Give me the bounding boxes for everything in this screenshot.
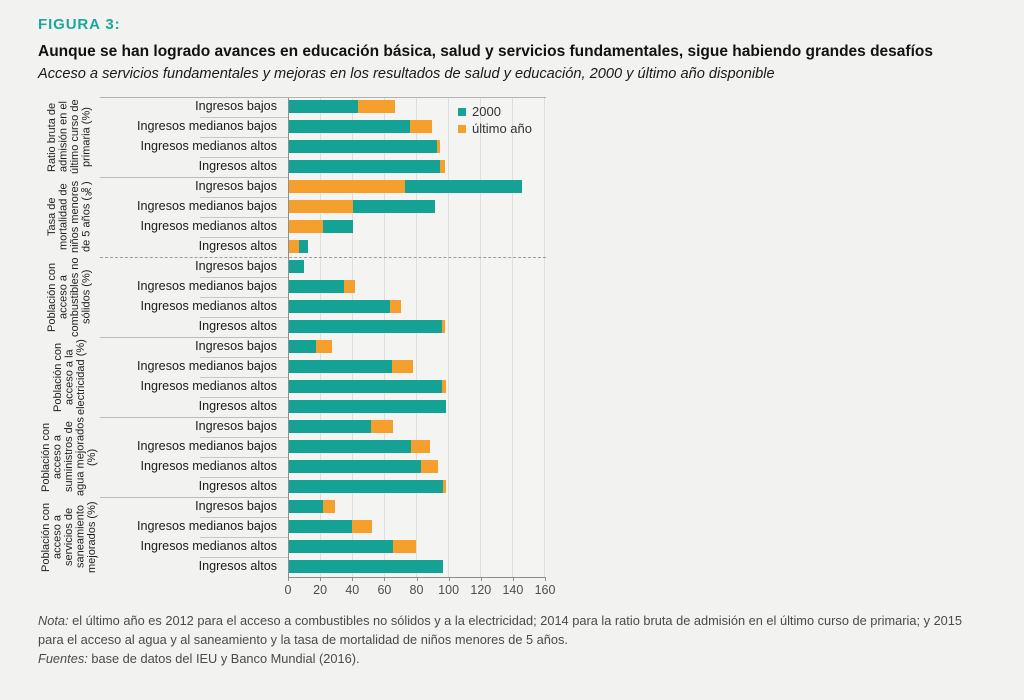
bar-segment-2000 [323, 220, 354, 233]
legend-item-2000 [458, 105, 532, 118]
bar-segment-2000 [289, 140, 437, 153]
bar-segment-2000 [289, 320, 442, 333]
group-label-text: Población con acceso a combustibles no sólidos (%) [46, 257, 93, 337]
bar-segment-2000 [289, 340, 316, 353]
bar-segment-2000 [289, 280, 344, 293]
bar-segment-ultimo-ano [410, 120, 433, 133]
legend-item-ultimo-ano [458, 122, 532, 135]
figure-label: FIGURA 3: [38, 16, 121, 33]
bar-segment-2000 [289, 400, 446, 413]
bar-segment-2000 [289, 520, 352, 533]
x-axis-tick [288, 577, 289, 581]
row-label: Ingresos altos [198, 239, 277, 253]
x-axis-tick [417, 577, 418, 581]
note-label: Nota: [38, 613, 69, 628]
row-label: Ingresos medianos altos [140, 219, 277, 233]
x-axis-tick [352, 577, 353, 581]
row-label: Ingresos medianos bajos [136, 359, 277, 373]
x-axis-tick-label: 120 [470, 583, 492, 597]
bar-segment-ultimo-ano [437, 140, 440, 153]
row-label: Ingresos medianos altos [140, 139, 277, 153]
row-label: Ingresos altos [198, 319, 277, 333]
group-label-text: Tasa de mortalidad de niños menores de 5 años (‰) [46, 180, 93, 254]
bar-segment-ultimo-ano [411, 440, 430, 453]
legend-label-2000: 2000 [472, 104, 501, 119]
x-axis-tick [481, 577, 482, 581]
row-label: Ingresos medianos bajos [136, 199, 277, 213]
x-axis-tick-label: 0 [284, 583, 292, 597]
row-label: Ingresos bajos [195, 99, 277, 113]
x-axis-tick [320, 577, 321, 581]
row-label: Ingresos bajos [195, 259, 277, 273]
row-label: Ingresos medianos bajos [136, 439, 277, 453]
row-label: Ingresos medianos altos [140, 379, 277, 393]
bar-segment-2000 [289, 300, 390, 313]
bar-segment-ultimo-ano [316, 340, 332, 353]
bar-segment-ultimo-ano [358, 100, 395, 113]
x-axis-tick-label: 20 [313, 583, 328, 597]
x-axis-tick [449, 577, 450, 581]
bar-segment-ultimo-ano [392, 360, 413, 373]
bar-segment-ultimo-ano [289, 220, 323, 233]
bar-segment-2000 [289, 260, 304, 273]
row-label: Ingresos medianos bajos [136, 519, 277, 533]
row-label: Ingresos medianos bajos [136, 279, 277, 293]
sources-body: base de datos del IEU y Banco Mundial (2016). [87, 651, 360, 667]
bar-segment-ultimo-ano [393, 540, 416, 553]
bar-segment-ultimo-ano [440, 160, 445, 173]
bar-segment-ultimo-ano [442, 320, 445, 333]
x-axis-tick-label: 60 [377, 583, 392, 597]
group-label-text: Población con acceso a servicios de saneamiento mejorados (%) [40, 501, 99, 573]
row-label: Ingresos altos [198, 399, 277, 413]
bar-segment-2000 [289, 440, 411, 453]
group-label [38, 417, 102, 497]
row-label: Ingresos bajos [195, 419, 277, 433]
row-label: Ingresos altos [198, 159, 277, 173]
row-label: Ingresos medianos altos [140, 539, 277, 553]
x-axis-tick [545, 577, 546, 581]
row-label: Ingresos bajos [195, 339, 277, 353]
figure-note [38, 611, 978, 669]
x-axis-tick-label: 100 [438, 583, 460, 597]
bar-segment-2000 [289, 360, 392, 373]
bar-segment-ultimo-ano [344, 280, 355, 293]
bar-segment-2000 [289, 540, 393, 553]
bar-segment-2000 [289, 480, 443, 493]
row-label: Ingresos bajos [195, 499, 277, 513]
legend-swatch-ultimo-ano [458, 125, 466, 133]
group-label [38, 97, 102, 177]
group-label-text: Población con acceso a la electricidad (%) [51, 339, 87, 415]
bar-segment-2000 [289, 120, 410, 133]
group-label-text: Población con acceso a suministros de agua mejorados (%) [40, 417, 99, 497]
row-label: Ingresos medianos altos [140, 459, 277, 473]
bar-chart [38, 97, 990, 597]
bar-segment-ultimo-ano [443, 480, 446, 493]
chart-legend [458, 105, 532, 139]
bar-segment-2000 [289, 420, 371, 433]
figure-title: Aunque se han logrado avances en educación básica, salud y servicios fundamentales, sigue habiendo grandes desafíos [38, 43, 933, 60]
sources-label: Fuentes: [38, 651, 88, 667]
bar-segment-ultimo-ano [390, 300, 401, 313]
figure-subtitle: Acceso a servicios fundamentales y mejoras en los resultados de salud y educación, 2000 y último año disponible [38, 66, 775, 82]
bar-segment-2000 [353, 200, 435, 213]
bar-segment-2000 [299, 240, 309, 253]
group-label-text: Ratio bruta de admisión en el último curso de primaria (%) [46, 99, 93, 175]
group-label [38, 257, 102, 337]
legend-label-ultimo-ano: último año [472, 121, 532, 136]
bar-segment-2000 [289, 160, 440, 173]
bar-segment-2000 [289, 500, 323, 513]
row-label: Ingresos altos [198, 559, 277, 573]
bar-segment-2000 [289, 380, 442, 393]
note-body: el último año es 2012 para el acceso a combustibles no sólidos y a la electricidad; 2014 para la ratio bruta de admisión en el último curso de primaria; y 2015 para el acceso al agua y al saneamiento y la tasa de mortalidad de niños menores de 5 años. [38, 613, 963, 648]
x-axis-tick-label: 140 [502, 583, 524, 597]
legend-swatch-2000 [458, 108, 466, 116]
bar-segment-2000 [289, 560, 443, 573]
x-axis-tick-label: 40 [345, 583, 360, 597]
bar-segment-2000 [289, 460, 421, 473]
row-label: Ingresos altos [198, 479, 277, 493]
bar-segment-ultimo-ano [442, 380, 447, 393]
bar-segment-ultimo-ano [289, 200, 353, 213]
row-label: Ingresos medianos bajos [136, 119, 277, 133]
group-label [38, 497, 102, 577]
bar-segment-ultimo-ano [323, 500, 336, 513]
x-axis-tick-label: 80 [409, 583, 424, 597]
x-axis-tick [513, 577, 514, 581]
row-label: Ingresos medianos altos [140, 299, 277, 313]
bar-segment-ultimo-ano [352, 520, 373, 533]
group-label [38, 177, 102, 257]
group-label [38, 337, 102, 417]
figure-container [38, 16, 990, 681]
bar-segment-ultimo-ano [421, 460, 439, 473]
bar-segment-ultimo-ano [289, 180, 405, 193]
bar-segment-2000 [405, 180, 522, 193]
bar-segment-ultimo-ano [371, 420, 394, 433]
bar-segment-2000 [289, 100, 358, 113]
bar-segment-ultimo-ano [289, 240, 299, 253]
row-label: Ingresos bajos [195, 179, 277, 193]
x-axis-tick [384, 577, 385, 581]
x-axis-tick-label: 160 [534, 583, 556, 597]
